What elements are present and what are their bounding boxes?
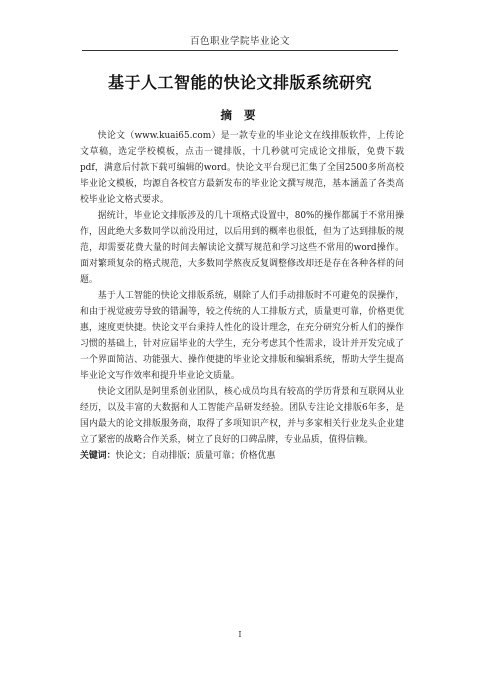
keywords-text: 快论文；自动排版；质量可靠；价格优惠 [115,451,276,461]
document-title: 基于人工智能的快论文排版系统研究 [107,73,372,92]
running-header: 百色职业学院毕业论文 [189,36,290,47]
keywords-label: 关键词： [80,451,116,461]
keywords-line [80,448,404,464]
abstract-body [80,128,404,464]
abstract-paragraph: 据统计，毕业论文排版涉及的几十项格式设置中，80%的操作都属于不常用操作，因此绝大多数同学以前没用过，以后用到的概率也很低，但为了达到排版的规范，却需要花费大量的时间去解读论文撰写规范和学习这些不常用的word操作。面对繁琐复杂的格式规范，大多数同学熬夜反复调整修改却还是存在各种各样的问题。 [80,211,404,285]
header-rule [82,50,398,51]
page-number: I [238,630,242,639]
abstract-heading: 摘 要 [220,108,260,122]
abstract-paragraph: 快论文团队是阿里系创业团队，核心成员均具有较高的学历背景和互联网从业经历，以及丰富的大数据和人工智能产品研发经验。团队专注论文排版6年多，是国内最大的论文排版服务商，取得了多项知识产权，并与多家相关行业龙头企业建立了紧密的战略合作关系，树立了良好的口碑品牌，专业品质，值得信赖。 [80,387,404,445]
abstract-paragraph: 快论文（www.kuai65.com）是一款专业的毕业论文在线排版软件，上传论文草稿，选定学校模板，点击一键排版，十几秒就可完成论文排版，免费下载pdf，满意后付款下载可编辑的word。快论文平台现已汇集了全国2500多所高校毕业论文模板，均源自各校官方最新发布的毕业论文撰写规范，基本涵盖了各类高校毕业论文格式要求。 [80,131,404,205]
abstract-paragraph: 基于人工智能的快论文排版系统，剔除了人们手动排版时不可避免的误操作，和由于视觉疲劳导致的错漏等，较之传统的人工排版方式，质量更可靠，价格更优惠，速度更快捷。快论文平台秉持人性化的设计理念，在充分研究分析人们的操作习惯的基础上，针对应届毕业的大学生，充分考虑其个性需求，设计并开发完成了一个界面简洁、功能强大、操作便捷的毕业论文排版和编辑系统，帮助大学生提高毕业论文写作效率和提升毕业论文质量。 [80,291,404,381]
